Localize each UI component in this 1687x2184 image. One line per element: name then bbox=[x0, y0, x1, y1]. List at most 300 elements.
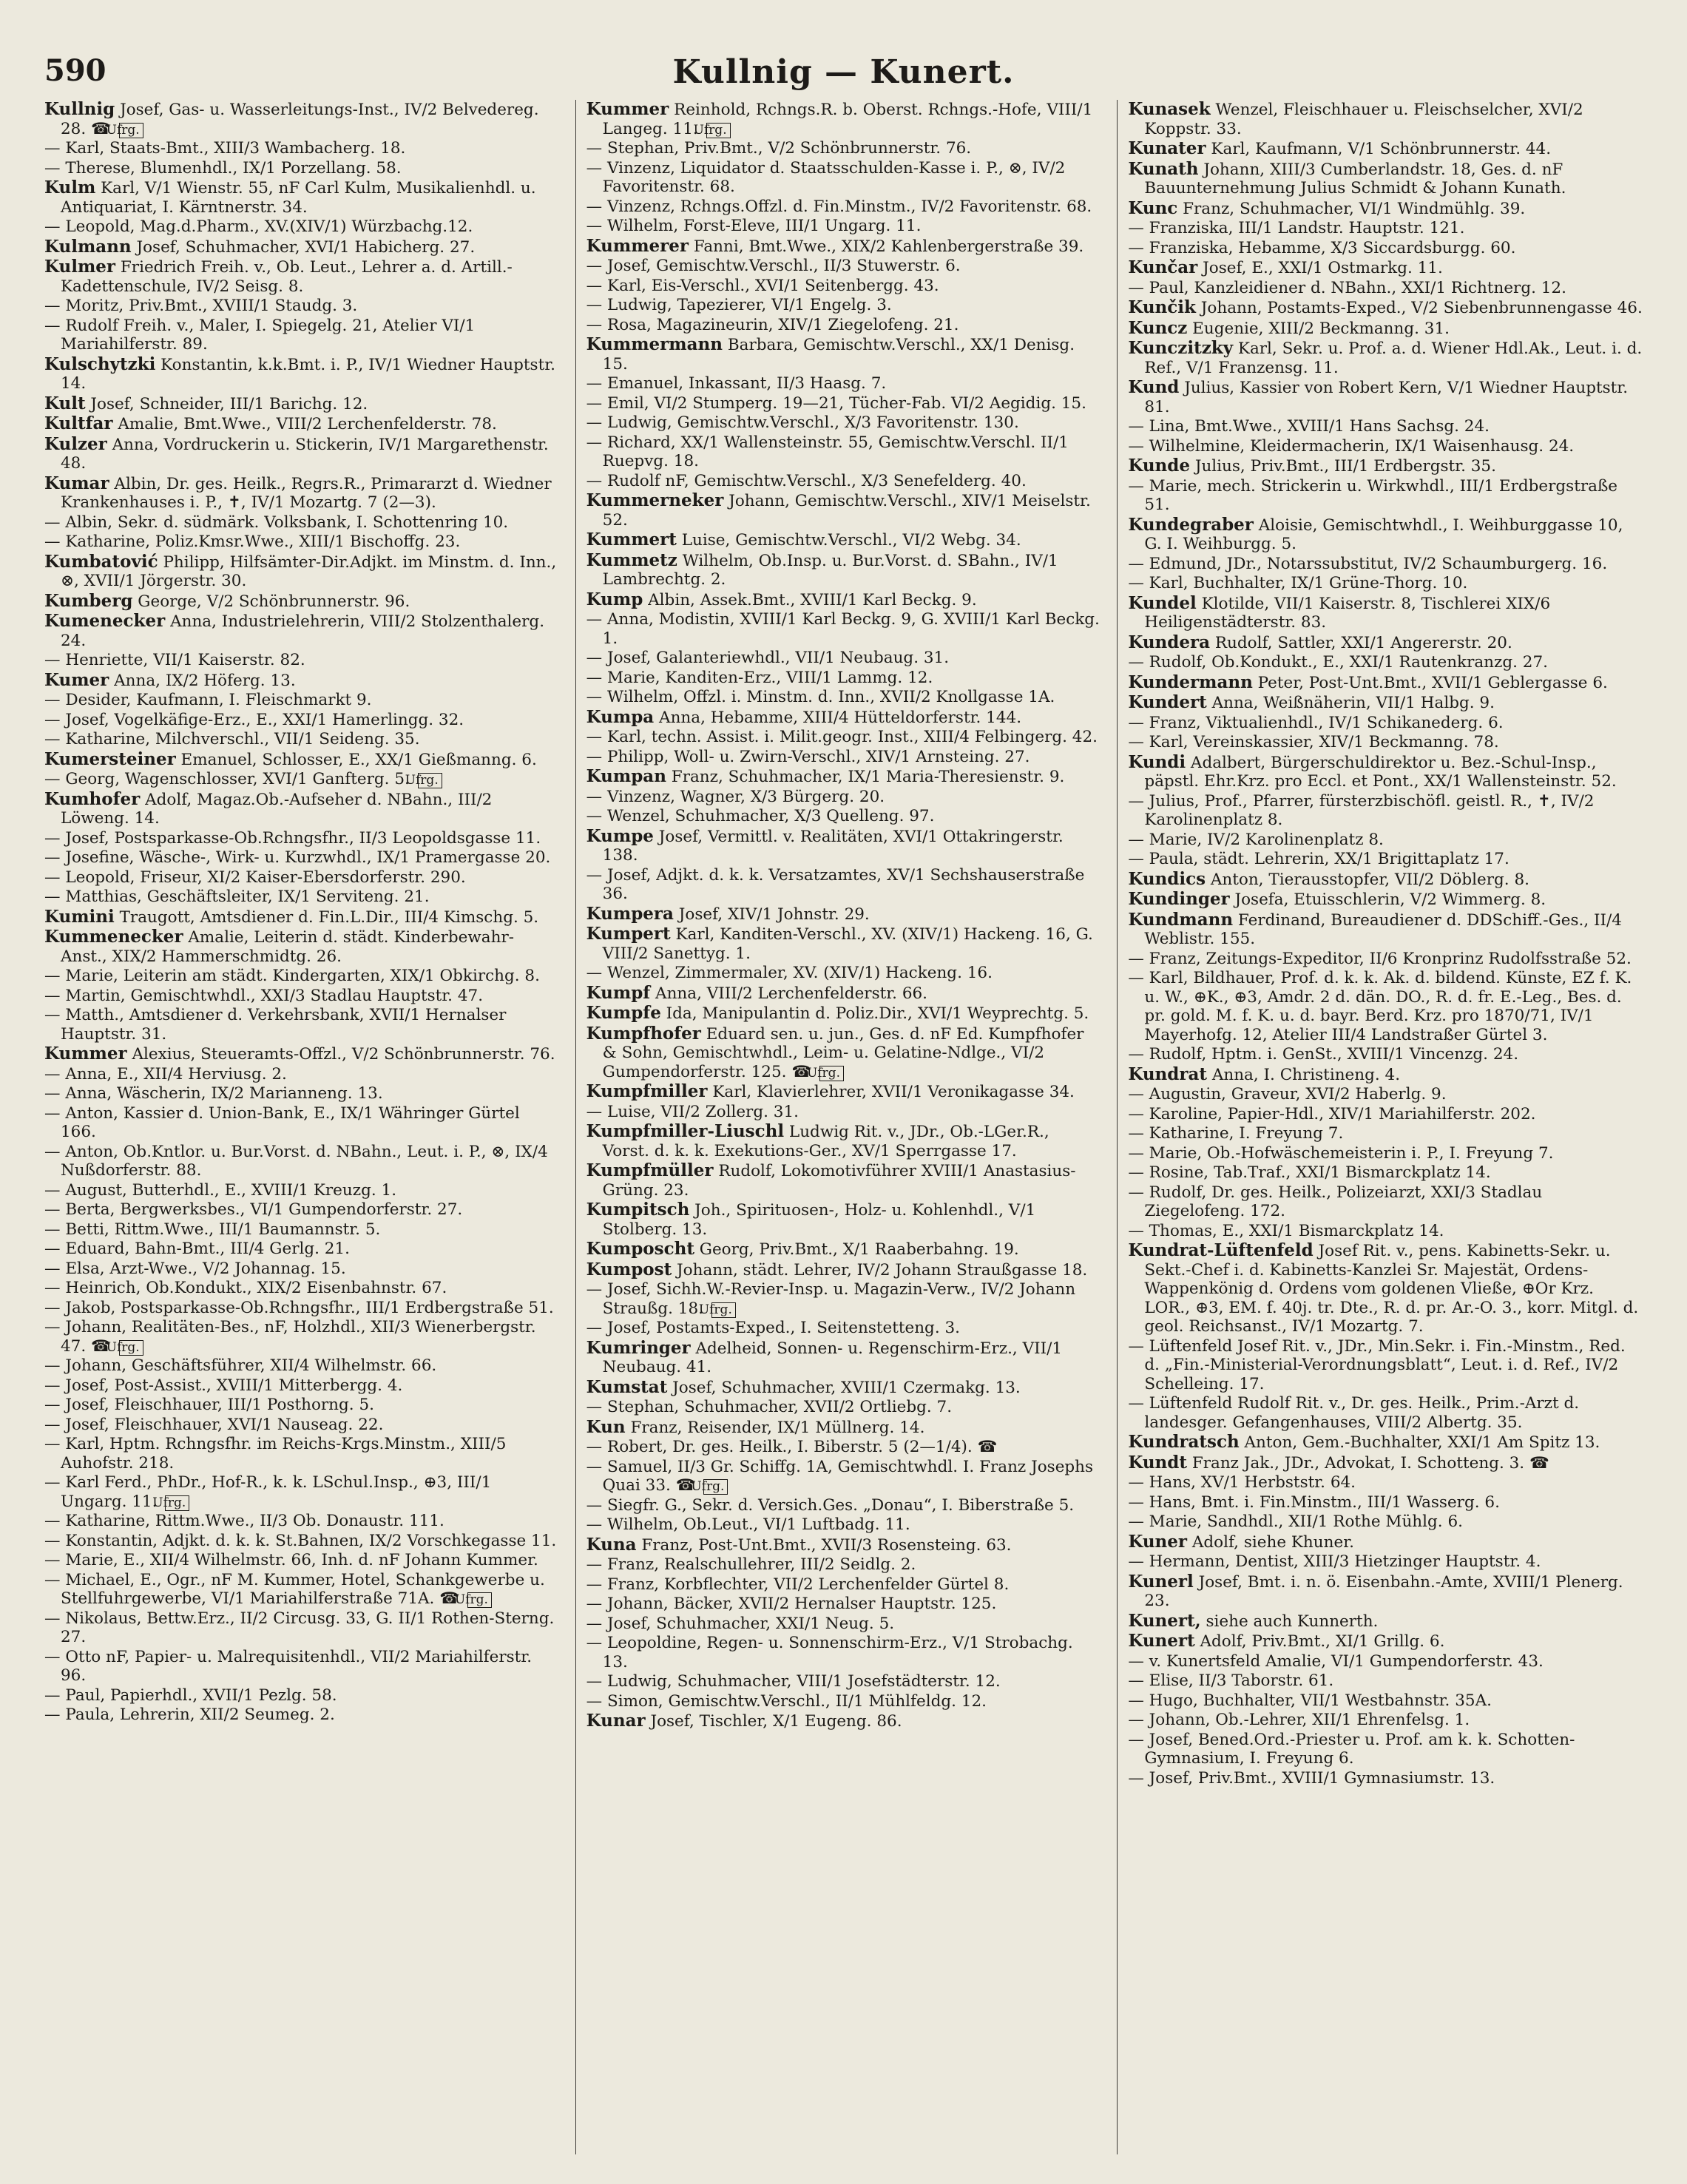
directory-entry bbox=[1128, 1572, 1643, 1611]
directory-entry bbox=[586, 316, 1101, 335]
entry-details: — Martin, Gemischtwhdl., XXI/3 Stadlau Hauptstr. 47. bbox=[44, 986, 484, 1005]
directory-entry bbox=[586, 1280, 1101, 1318]
directory-entry bbox=[586, 827, 1101, 865]
directory-entry bbox=[44, 1356, 559, 1376]
entry-surname: Kumer bbox=[44, 669, 109, 690]
entry-details: — Franziska, Hebamme, X/3 Siccardsburgg. 60. bbox=[1128, 238, 1516, 257]
entry-details: — Paul, Papierhdl., XVII/1 Pezlg. 58. bbox=[44, 1686, 337, 1705]
column-left bbox=[44, 100, 559, 2154]
directory-entry bbox=[1128, 1241, 1643, 1336]
entry-stamp: Ufrg. bbox=[418, 773, 442, 788]
entry-details: — Marie, IV/2 Karolinenplatz 8. bbox=[1128, 830, 1384, 849]
directory-entry bbox=[44, 1416, 559, 1435]
directory-entry bbox=[586, 1161, 1101, 1200]
entry-details: Julius, Priv.Bmt., III/1 Erdbergstr. 35. bbox=[1190, 457, 1496, 476]
directory-entry bbox=[44, 355, 559, 393]
entry-details: — Franz, Viktualienhdl., IV/1 Schikanederg. 6. bbox=[1128, 713, 1504, 732]
directory-entry bbox=[1128, 1105, 1643, 1124]
entry-details: Josef, Gas- u. Wasserleitungs-Inst., IV/2 Belvedereg. 28. ☎ bbox=[61, 101, 539, 138]
directory-entry bbox=[586, 1555, 1101, 1575]
directory-entry bbox=[44, 927, 559, 966]
entry-details: — Matth., Amtsdiener d. Verkehrsbank, XVII/1 Hernalser Hauptstr. 31. bbox=[44, 1006, 507, 1044]
entry-details: — Julius, Prof., Pfarrer, fürsterzbischöfl. geistl. R., ✝, IV/2 Karolinenplatz 8. bbox=[1128, 791, 1595, 829]
entry-details: Amalie, Bmt.Wwe., VIII/2 Lerchenfelderstr. 78. bbox=[112, 415, 497, 433]
entry-surname: Kumbatović bbox=[44, 551, 158, 572]
entry-details: — Lüftenfeld Rudolf Rit. v., Dr. ges. Heilk., Prim.-Arzt d. landesger. Gefangenhauses, VIII/2 Albertg. 35. bbox=[1128, 1394, 1580, 1432]
entry-details: — Richard, XX/1 Wallensteinstr. 55, Gemischtw.Verschl. II/1 Ruepvg. 18. bbox=[586, 433, 1069, 470]
directory-entry bbox=[44, 1686, 559, 1705]
directory-entry bbox=[44, 414, 559, 434]
entry-details: Wilhelm, Ob.Insp. u. Bur.Vorst. d. SBahn., IV/1 Lambrechtg. 2. bbox=[602, 551, 1058, 589]
directory-entry bbox=[44, 1435, 559, 1473]
entry-details: — Anna, Wäscherin, IX/2 Marianneng. 13. bbox=[44, 1084, 383, 1103]
directory-entry bbox=[586, 866, 1101, 904]
entry-surname: Kummert bbox=[586, 530, 677, 550]
directory-entry bbox=[586, 491, 1101, 530]
directory-entry bbox=[586, 1240, 1101, 1260]
entry-details: Adolf, Priv.Bmt., XI/1 Grillg. 6. bbox=[1194, 1632, 1445, 1651]
entry-surname: Kundel bbox=[1128, 592, 1197, 613]
entry-details: — Otto nF, Papier- u. Malrequisitenhdl., VII/2 Mariahilferstr. 96. bbox=[44, 1647, 533, 1685]
entry-details: — Rosine, Tab.Traf., XXI/1 Bismarckplatz 14. bbox=[1128, 1163, 1491, 1182]
entry-surname: Kunde bbox=[1128, 456, 1190, 476]
entry-details: — Leopoldine, Regen- u. Sonnenschirm-Erz., V/1 Strobachg. 13. bbox=[586, 1634, 1073, 1671]
entry-details: — Marie, E., XII/4 Wilhelmstr. 66, Inh. d. nF Johann Kummer. bbox=[44, 1551, 538, 1569]
directory-entry bbox=[586, 1319, 1101, 1338]
directory-entry bbox=[44, 1181, 559, 1200]
entry-details: — Anna, E., XII/4 Herviusg. 2. bbox=[44, 1064, 287, 1083]
entry-surname: Kundermann bbox=[1128, 672, 1253, 692]
entry-details: — Paula, Lehrerin, XII/2 Seumeg. 2. bbox=[44, 1705, 335, 1724]
entry-details: — Marie, Sandhdl., XII/1 Rothe Mühlg. 6. bbox=[1128, 1512, 1463, 1531]
entry-surname: Kummerneker bbox=[586, 490, 724, 510]
entry-surname: Kundinger bbox=[1128, 889, 1230, 909]
directory-entry bbox=[1128, 1163, 1643, 1183]
entry-details: Konstantin, k.k.Bmt. i. P., IV/1 Wiedner Hauptstr. 14. bbox=[61, 355, 555, 393]
entry-details: Julius, Kassier von Robert Kern, V/1 Wiedner Hauptstr. 81. bbox=[1144, 379, 1629, 416]
directory-entry bbox=[1128, 1222, 1643, 1241]
directory-entry bbox=[1128, 1691, 1643, 1711]
entry-details: — Elsa, Arzt-Wwe., V/2 Johannag. 15. bbox=[44, 1259, 346, 1278]
directory-entry bbox=[44, 1299, 559, 1318]
directory-entry bbox=[44, 888, 559, 907]
entry-details: — Wenzel, Schuhmacher, X/3 Quelleng. 97. bbox=[586, 807, 935, 825]
directory-entry bbox=[1128, 1552, 1643, 1572]
directory-entry bbox=[1128, 199, 1643, 219]
entry-details: — Ludwig, Tapezierer, VI/1 Engelg. 3. bbox=[586, 296, 892, 314]
entry-surname: Kumpost bbox=[586, 1259, 672, 1279]
entry-surname: Kundegraber bbox=[1128, 514, 1254, 535]
directory-entry bbox=[586, 905, 1101, 924]
entry-surname: Kumberg bbox=[44, 590, 133, 611]
directory-entry bbox=[44, 1705, 559, 1725]
entry-surname: Kundrat-Lüftenfeld bbox=[1128, 1240, 1314, 1260]
directory-entry bbox=[1128, 477, 1643, 515]
entry-details: — Josef, Fleischhauer, III/1 Posthorng. 5. bbox=[44, 1396, 374, 1414]
entry-surname: Kullnig bbox=[44, 100, 115, 119]
directory-entry bbox=[1128, 378, 1643, 416]
entry-details: — Katharine, Milchverschl., VII/1 Seideng. 35. bbox=[44, 730, 420, 748]
entry-details: — Georg, Wagenschlosser, XVI/1 Ganfterg. 5. bbox=[44, 770, 415, 788]
entry-details: Adelheid, Sonnen- u. Regenschirm-Erz., VII/1 Neubaug. 41. bbox=[602, 1339, 1063, 1376]
directory-entry bbox=[1128, 239, 1643, 258]
directory-entry bbox=[44, 730, 559, 749]
directory-entry bbox=[1128, 1612, 1643, 1632]
entry-surname: Kumpf bbox=[586, 982, 651, 1003]
directory-entry bbox=[44, 1200, 559, 1220]
entry-stamp: Ufrg. bbox=[119, 123, 143, 138]
entry-details: — Karl, Vereinskassier, XIV/1 Beckmanng. 78. bbox=[1128, 733, 1499, 751]
entry-details: — Elise, II/3 Taborstr. 61. bbox=[1128, 1671, 1334, 1690]
entry-surname: Kundert bbox=[1128, 692, 1207, 712]
entry-details: — Katharine, Poliz.Kmsr.Wwe., XIII/1 Bischoffg. 23. bbox=[44, 533, 461, 551]
directory-entry bbox=[44, 1044, 559, 1064]
entry-details: Anton, Gem.-Buchhalter, XXI/1 Am Spitz 13. bbox=[1239, 1433, 1600, 1452]
entry-details: — Emanuel, Inkassant, II/3 Haasg. 7. bbox=[586, 374, 887, 393]
entry-surname: Kumini bbox=[44, 906, 115, 927]
entry-details: — Hermann, Dentist, XIII/3 Hietzinger Hauptstr. 4. bbox=[1128, 1552, 1541, 1571]
entry-surname: Kundmann bbox=[1128, 909, 1234, 930]
directory-entry bbox=[1128, 594, 1643, 632]
directory-entry bbox=[1128, 1453, 1643, 1473]
entry-details: — Josef, Fleischhauer, XVI/1 Nauseag. 22. bbox=[44, 1415, 384, 1434]
entry-surname: Kummer bbox=[586, 100, 669, 119]
entry-details: — Rudolf nF, Gemischtw.Verschl., X/3 Senefelderg. 40. bbox=[586, 471, 1027, 490]
entry-surname: Kumpan bbox=[586, 766, 666, 786]
entry-details: Ludwig Rit. v., JDr., Ob.-LGer.R., Vorst. d. k. k. Exekutions-Ger., XV/1 Sperrgasse 17. bbox=[602, 1123, 1049, 1160]
entry-details: Eduard sen. u. jun., Ges. d. nF Ed. Kumpfhofer & Sohn, Gemischtwhdl., Leim- u. Gelatine-Ndlge., VI/2 Gumpendorferstr. 125. ☎ bbox=[602, 1024, 1084, 1081]
directory-entry bbox=[586, 708, 1101, 728]
entry-surname: Kummer bbox=[44, 1044, 127, 1064]
entry-details: — Johann, Realitäten-Bes., nF, Holzhdl., XII/3 Wienerbergstr. 47. ☎ bbox=[44, 1318, 536, 1356]
column-right bbox=[1117, 100, 1643, 2154]
directory-entry bbox=[586, 413, 1101, 433]
directory-entry bbox=[586, 1672, 1101, 1691]
directory-entry bbox=[44, 1609, 559, 1647]
directory-entry bbox=[44, 1084, 559, 1103]
entry-details: Anna, Industrielehrerin, VIII/2 Stolzenthalerg. 24. bbox=[61, 612, 545, 650]
directory-entry bbox=[586, 1711, 1101, 1731]
directory-entry bbox=[1128, 1065, 1643, 1085]
entry-details: — Josef, Schuhmacher, XXI/1 Neug. 5. bbox=[586, 1614, 895, 1633]
entry-details: Anna, Vordruckerin u. Stickerin, IV/1 Margarethenstr. 48. bbox=[61, 435, 549, 473]
directory-entry bbox=[586, 1575, 1101, 1595]
entry-details: — Moritz, Priv.Bmt., XVIII/1 Staudg. 3. bbox=[44, 297, 358, 315]
entry-details: — Leopold, Friseur, XI/2 Kaiser-Ebersdorferstr. 290. bbox=[44, 868, 466, 887]
entry-details: Johann, städt. Lehrer, IV/2 Johann Straußgasse 18. bbox=[672, 1260, 1088, 1279]
entry-surname: Kummerer bbox=[586, 235, 689, 256]
entry-surname: Kuncz bbox=[1128, 317, 1188, 338]
directory-entry bbox=[1128, 969, 1643, 1044]
entry-surname: Kumpe bbox=[586, 825, 654, 846]
entry-surname: Kummermann bbox=[586, 334, 723, 354]
entry-details: — Hans, XV/1 Herbststr. 64. bbox=[1128, 1473, 1356, 1492]
entry-details: Anna, Hebamme, XIII/4 Hütteldorferstr. 144. bbox=[654, 708, 1022, 727]
entry-details: — Karl, Hptm. Rchngsfhr. im Reichs-Krgs.Minstm., XIII/5 Auhofstr. 218. bbox=[44, 1435, 507, 1473]
entry-surname: Kunert, bbox=[1128, 1610, 1201, 1631]
directory-entry bbox=[44, 1551, 559, 1570]
entry-details: — Wilhelm, Offzl. i. Minstm. d. Inn., XVII/2 Knollgasse 1A. bbox=[586, 688, 1055, 706]
entry-details: Karl, Kanditen-Verschl., XV. (XIV/1) Hackeng. 16, G. VIII/2 Sanettyg. 1. bbox=[602, 925, 1093, 963]
directory-entry bbox=[586, 394, 1101, 413]
entry-surname: Kulmer bbox=[44, 257, 116, 277]
entry-details: Traugott, Amtsdiener d. Fin.L.Dir., III/4 Kimschg. 5. bbox=[114, 907, 539, 927]
entry-details: Klotilde, VII/1 Kaiserstr. 8, Tischlerei XIX/6 Heiligenstädterstr. 83. bbox=[1144, 594, 1551, 632]
entry-details: — Jakob, Postsparkasse-Ob.Rchngsfhr., III/1 Erdbergstraße 51. bbox=[44, 1298, 554, 1317]
entry-surname: Kunerl bbox=[1128, 1571, 1194, 1592]
entry-surname: Kulmann bbox=[44, 236, 132, 257]
directory-entry bbox=[44, 1571, 559, 1609]
entry-surname: Kumenecker bbox=[44, 611, 166, 631]
entry-details: — Desider, Kaufmann, I. Fleischmarkt 9. bbox=[44, 691, 372, 709]
entry-stamp: Ufrg. bbox=[119, 1340, 143, 1356]
directory-entry bbox=[44, 770, 559, 789]
entry-details: — Josef, Gemischtw.Verschl., II/3 Stuwerstr. 6. bbox=[586, 257, 961, 275]
entry-details: — Ludwig, Schuhmacher, VIII/1 Josefstädterstr. 12. bbox=[586, 1672, 1001, 1691]
entry-details: — Rudolf, Dr. ges. Heilk., Polizeiarzt, XXI/3 Stadlau Ziegelofeng. 172. bbox=[1128, 1183, 1543, 1220]
directory-entry bbox=[44, 790, 559, 828]
entry-details: — Johann, Ob.-Lehrer, XII/1 Ehrenfelsg. 1. bbox=[1128, 1711, 1470, 1729]
entry-details: Wenzel, Fleischhauer u. Fleischselcher, XVI/2 Koppstr. 33. bbox=[1144, 101, 1583, 138]
entry-details: — Vinzenz, Wagner, X/3 Bürgerg. 20. bbox=[586, 787, 885, 806]
directory-entry bbox=[586, 1458, 1101, 1495]
directory-entry bbox=[1128, 1473, 1643, 1492]
entry-surname: Kuna bbox=[586, 1534, 637, 1555]
entry-details: Anna, Weißnäherin, VII/1 Halbg. 9. bbox=[1206, 694, 1495, 712]
entry-details: Karl, Kaufmann, V/1 Schönbrunnerstr. 44. bbox=[1206, 140, 1552, 158]
entry-details: Reinhold, Rchngs.R. b. Oberst. Rchngs.-Hofe, VIII/1 Langeg. 11. bbox=[602, 101, 1093, 138]
entry-details: Adolf, siehe Khuner. bbox=[1187, 1532, 1354, 1552]
entry-details: — Anton, Kassier d. Union-Bank, E., IX/1 Währinger Gürtel 166. bbox=[44, 1103, 520, 1141]
entry-surname: Kuner bbox=[1128, 1531, 1188, 1552]
entry-details: — Paul, Kanzleidiener d. NBahn., XXI/1 Richtnerg. 12. bbox=[1128, 278, 1566, 297]
directory-entry bbox=[1128, 1711, 1643, 1730]
directory-entry bbox=[1128, 456, 1643, 476]
directory-entry bbox=[44, 533, 559, 552]
directory-entry bbox=[44, 257, 559, 296]
entry-details: — Thomas, E., XXI/1 Bismarckplatz 14. bbox=[1128, 1221, 1444, 1240]
entry-details: Franz, Post-Unt.Bmt., XVII/3 Rosensteing. 63. bbox=[636, 1535, 1012, 1555]
entry-details: — Marie, Kanditen-Erz., VIII/1 Lammg. 12. bbox=[586, 668, 933, 687]
directory-entry bbox=[586, 1260, 1101, 1280]
running-head: Kullnig — Kunert. bbox=[672, 53, 1015, 91]
entry-surname: Kumpfhofer bbox=[586, 1023, 701, 1044]
entry-surname: Kummetz bbox=[586, 550, 677, 570]
entry-details: — Josef, Adjkt. d. k. k. Versatzamtes, XV/1 Sechshauserstraße 36. bbox=[586, 865, 1085, 903]
entry-surname: Kumposcht bbox=[586, 1239, 694, 1259]
directory-entry bbox=[44, 159, 559, 178]
entry-details: — Karl Ferd., PhDr., Hof-R., k. k. LSchul.Insp., ⊕3, III/1 Ungarg. 11. bbox=[44, 1473, 492, 1511]
entry-details: Karl, Klavierlehrer, XVII/1 Veronikagasse 34. bbox=[707, 1083, 1075, 1101]
entry-details: Johann, Gemischtw.Verschl., XIV/1 Meiselstr. 52. bbox=[602, 492, 1091, 530]
directory-entry bbox=[586, 688, 1101, 707]
directory-entry bbox=[1128, 870, 1643, 890]
directory-entry bbox=[586, 924, 1101, 963]
entry-surname: Kundrat bbox=[1128, 1064, 1207, 1084]
directory-entry bbox=[1128, 1512, 1643, 1532]
entry-details: — Eduard, Bahn-Bmt., III/4 Gerlg. 21. bbox=[44, 1240, 350, 1258]
entry-surname: Kundi bbox=[1128, 751, 1186, 772]
directory-entry bbox=[44, 750, 559, 770]
entry-details: — Rosa, Magazineurin, XIV/1 Ziegelofeng. 21. bbox=[586, 315, 959, 334]
directory-entry bbox=[1128, 1532, 1643, 1552]
directory-entry bbox=[44, 394, 559, 414]
entry-surname: Kunath bbox=[1128, 158, 1199, 179]
directory-entry bbox=[586, 1692, 1101, 1711]
directory-entry bbox=[1128, 1493, 1643, 1512]
entry-details: — Betti, Rittm.Wwe., III/1 Baumannstr. 5. bbox=[44, 1220, 381, 1239]
entry-details: — Augustin, Graveur, XVI/2 Haberlg. 9. bbox=[1128, 1085, 1447, 1103]
directory-entry bbox=[586, 1024, 1101, 1082]
directory-entry bbox=[1128, 633, 1643, 653]
entry-details: Anna, IX/2 Höferg. 13. bbox=[109, 671, 296, 690]
directory-entry bbox=[44, 317, 559, 354]
entry-details: — Hugo, Buchhalter, VII/1 Westbahnstr. 35A. bbox=[1128, 1691, 1492, 1710]
entry-details: — Franz, Korbflechter, VII/2 Lerchenfelder Gürtel 8. bbox=[586, 1575, 1010, 1594]
directory-entry bbox=[586, 217, 1101, 236]
entry-surname: Kunater bbox=[1128, 138, 1206, 158]
directory-entry bbox=[1128, 1652, 1643, 1671]
directory-entry bbox=[1128, 258, 1643, 278]
entry-details: — Stephan, Priv.Bmt., V/2 Schönbrunnerstr. 76. bbox=[586, 139, 972, 158]
directory-entry bbox=[44, 139, 559, 158]
directory-entry bbox=[44, 1279, 559, 1298]
entry-surname: Kumpera bbox=[586, 903, 674, 924]
entry-details: — Emil, VI/2 Stumperg. 19—21, Tücher-Fab. VI/2 Aegidig. 15. bbox=[586, 393, 1086, 413]
directory-entry bbox=[44, 987, 559, 1006]
entry-details: Karl, V/1 Wienstr. 55, nF Carl Kulm, Musikalienhdl. u. Antiquariat, I. Kärntnerstr. 34. bbox=[61, 179, 536, 217]
entry-details: — Karl, Bildhauer, Prof. d. k. k. Ak. d. bildend. Künste, EZ f. K. u. W., ⊕K., ⊕3, Amdr. 2 d. dän. DO., R. d. fr. E.-Leg., Bes. d. pr. gold. M. f. K. u. d. bayr. Berd. Krz. pro 1870/71, IV/1 Mayerhofg. 12, Atelier III/4 Landstraßer Gürtel 3. bbox=[1128, 969, 1632, 1044]
directory-entry bbox=[586, 100, 1101, 138]
entry-details: — Josef, Sichh.W.-Revier-Insp. u. Magazin-Verw., IV/2 Johann Straußg. 18. bbox=[586, 1280, 1076, 1318]
directory-entry bbox=[586, 139, 1101, 158]
directory-entry bbox=[1128, 753, 1643, 791]
entry-stamp: Ufrg. bbox=[165, 1495, 189, 1511]
directory-entry bbox=[44, 1396, 559, 1415]
entry-details: Franz, Schuhmacher, VI/1 Windmühlg. 39. bbox=[1177, 199, 1526, 218]
directory-entry bbox=[1128, 1337, 1643, 1394]
entry-details: — Marie, mech. Strickerin u. Wirkwhdl., III/1 Erdbergstraße 51. bbox=[1128, 476, 1618, 514]
entry-surname: Kundera bbox=[1128, 632, 1211, 652]
entry-details: — Lina, Bmt.Wwe., XVIII/1 Hans Sachsg. 24. bbox=[1128, 417, 1490, 436]
entry-details: Peter, Post-Unt.Bmt., XVII/1 Geblergasse 6. bbox=[1252, 673, 1608, 692]
entry-details: — Franz, Realschullehrer, III/2 Seidlg. 2. bbox=[586, 1555, 916, 1574]
directory-entry bbox=[586, 1200, 1101, 1239]
directory-entry bbox=[586, 1122, 1101, 1160]
entry-details: — Marie, Leiterin am städt. Kindergarten, XIX/1 Obkirchg. 8. bbox=[44, 967, 540, 985]
entry-details: Josef Rit. v., pens. Kabinetts-Sekr. u. Sekt.-Chef i. d. Kabinetts-Kanzlei Sr. Majestät, Ordens-Wappenkönig d. Ordens vom goldenen Vließe, ⊕Or Krz. LOR., ⊕3, EM. f. 40j. tr. Dte., R. d. pr. Ar.-O. 3., korr. Mitgl. d. geol. Reichsanst., IV/1 Mozartg. 7. bbox=[1144, 1242, 1639, 1336]
directory-entry bbox=[586, 1496, 1101, 1515]
directory-entry bbox=[44, 1143, 559, 1180]
directory-entry bbox=[44, 1220, 559, 1240]
directory-entry bbox=[44, 217, 559, 237]
entry-details: — Heinrich, Ob.Kondukt., XIX/2 Eisenbahnstr. 67. bbox=[44, 1279, 447, 1297]
entry-details: — Rudolf Freih. v., Maler, I. Spiegelg. 21, Atelier VI/1 Mariahilferstr. 89. bbox=[44, 316, 476, 354]
directory-entry bbox=[44, 1065, 559, 1084]
entry-details: — Marie, Ob.-Hofwäschemeisterin i. P., I. Freyung 7. bbox=[1128, 1143, 1554, 1163]
directory-entry bbox=[44, 552, 559, 591]
entry-details: — Simon, Gemischtw.Verschl., II/1 Mühlfeldg. 12. bbox=[586, 1691, 987, 1711]
entry-surname: Kunčik bbox=[1128, 297, 1196, 317]
entry-details: — Stephan, Schuhmacher, XVII/2 Ortliebg. 7. bbox=[586, 1398, 953, 1416]
entry-details: Adolf, Magaz.Ob.-Aufseher d. NBahn., III/2 Löweng. 14. bbox=[61, 790, 493, 828]
entry-details: — Johann, Geschäftsführer, XII/4 Wilhelmstr. 66. bbox=[44, 1356, 437, 1375]
directory-entry bbox=[1128, 693, 1643, 713]
directory-entry bbox=[586, 1378, 1101, 1398]
entry-surname: Kumpfmüller bbox=[586, 1160, 714, 1180]
directory-entry bbox=[586, 335, 1101, 373]
directory-entry bbox=[586, 1595, 1101, 1614]
entry-details: Emanuel, Schlosser, E., XX/1 Gießmanng. 6. bbox=[175, 750, 537, 769]
directory-entry bbox=[586, 748, 1101, 767]
directory-entry bbox=[1128, 653, 1643, 672]
entry-surname: Kumar bbox=[44, 473, 109, 493]
directory-entry bbox=[1128, 733, 1643, 752]
entry-details: — Ludwig, Gemischtw.Verschl., X/3 Favoritenstr. 130. bbox=[586, 413, 1019, 432]
entry-stamp: Ufrg. bbox=[706, 123, 731, 138]
entry-details: Rudolf, Sattler, XXI/1 Angererstr. 20. bbox=[1210, 633, 1512, 652]
directory-entry bbox=[1128, 1731, 1643, 1768]
directory-entry bbox=[1128, 417, 1643, 436]
entry-details: Franz, Schuhmacher, IX/1 Maria-Theresienstr. 9. bbox=[666, 768, 1065, 786]
directory-entry bbox=[44, 1512, 559, 1531]
directory-entry bbox=[44, 612, 559, 650]
entry-details: — v. Kunertsfeld Amalie, VI/1 Gumpendorferstr. 43. bbox=[1128, 1651, 1544, 1671]
entry-details: — Rudolf, Hptm. i. GenSt., XVIII/1 Vincenzg. 24. bbox=[1128, 1045, 1519, 1064]
directory-entry bbox=[1128, 1769, 1643, 1788]
entry-details: Ferdinand, Bureaudiener d. DDSchiff.-Ges., II/4 Weblistr. 155. bbox=[1144, 910, 1622, 948]
entry-details: — Samuel, II/3 Gr. Schiffg. 1A, Gemischtwhdl. I. Franz Josephs Quai 33. ☎ bbox=[586, 1457, 1094, 1495]
entry-surname: Kundratsch bbox=[1128, 1432, 1240, 1452]
directory-entry bbox=[1128, 1085, 1643, 1104]
entry-details: — Josef, Bened.Ord.-Priester u. Prof. am k. k. Schotten-Gymnasium, I. Freyung 6. bbox=[1128, 1730, 1575, 1768]
entry-details: — Franz, Zeitungs-Expeditor, II/6 Kronprinz Rudolfsstraße 52. bbox=[1128, 949, 1632, 968]
directory-entry bbox=[44, 967, 559, 986]
directory-entry bbox=[586, 296, 1101, 315]
directory-entry bbox=[1128, 1632, 1643, 1651]
directory-entry bbox=[1128, 1671, 1643, 1691]
entry-surname: Kumpfmiller bbox=[586, 1081, 708, 1101]
entry-details: — Karl, Buchhalter, IX/1 Grüne-Thorg. 10. bbox=[1128, 574, 1468, 592]
entry-surname: Kumpitsch bbox=[586, 1200, 690, 1220]
directory-entry bbox=[586, 1535, 1101, 1555]
directory-entry bbox=[44, 297, 559, 316]
directory-entry bbox=[586, 374, 1101, 393]
directory-entry bbox=[586, 788, 1101, 807]
entry-details: — Josef, Galanteriewhdl., VII/1 Neubaug. 31. bbox=[586, 649, 950, 667]
directory-entry bbox=[586, 433, 1101, 471]
directory-entry bbox=[1128, 1394, 1643, 1432]
entry-details: — Konstantin, Adjkt. d. k. k. St.Bahnen, IX/2 Vorschkegasse 11. bbox=[44, 1531, 557, 1550]
entry-details: — Wenzel, Zimmermaler, XV. (XIV/1) Hackeng. 16. bbox=[586, 964, 993, 982]
entry-details: — Robert, Dr. ges. Heilk., I. Biberstr. 5 (2—1/4). ☎ bbox=[586, 1438, 998, 1456]
directory-entry bbox=[1128, 950, 1643, 969]
entry-details: Joh., Spirituosen-, Holz- u. Kohlenhdl., V/1 Stolberg. 13. bbox=[602, 1201, 1036, 1239]
entry-details: Fanni, Bmt.Wwe., XIX/2 Kahlenbergerstraße 39. bbox=[689, 237, 1084, 256]
entry-details: Philipp, Hilfsämter-Dir.Adjkt. im Minstm. d. Inn., ⊗, XVII/1 Jörgerstr. 30. bbox=[61, 552, 557, 590]
entry-surname: Kulzer bbox=[44, 433, 107, 454]
directory-entry bbox=[586, 590, 1101, 610]
entry-surname: Kunczitzky bbox=[1128, 338, 1234, 358]
entry-details: Albin, Assek.Bmt., XVIII/1 Karl Beckg. 9. bbox=[643, 590, 977, 609]
directory-entry bbox=[1128, 219, 1643, 238]
entry-details: — Berta, Bergwerksbes., VI/1 Gumpendorferstr. 27. bbox=[44, 1200, 463, 1219]
directory-entry bbox=[586, 984, 1101, 1004]
directory-entry bbox=[44, 671, 559, 691]
entry-surname: Kumpert bbox=[586, 924, 671, 944]
entry-surname: Kumersteiner bbox=[44, 748, 176, 769]
directory-entry bbox=[586, 1398, 1101, 1417]
